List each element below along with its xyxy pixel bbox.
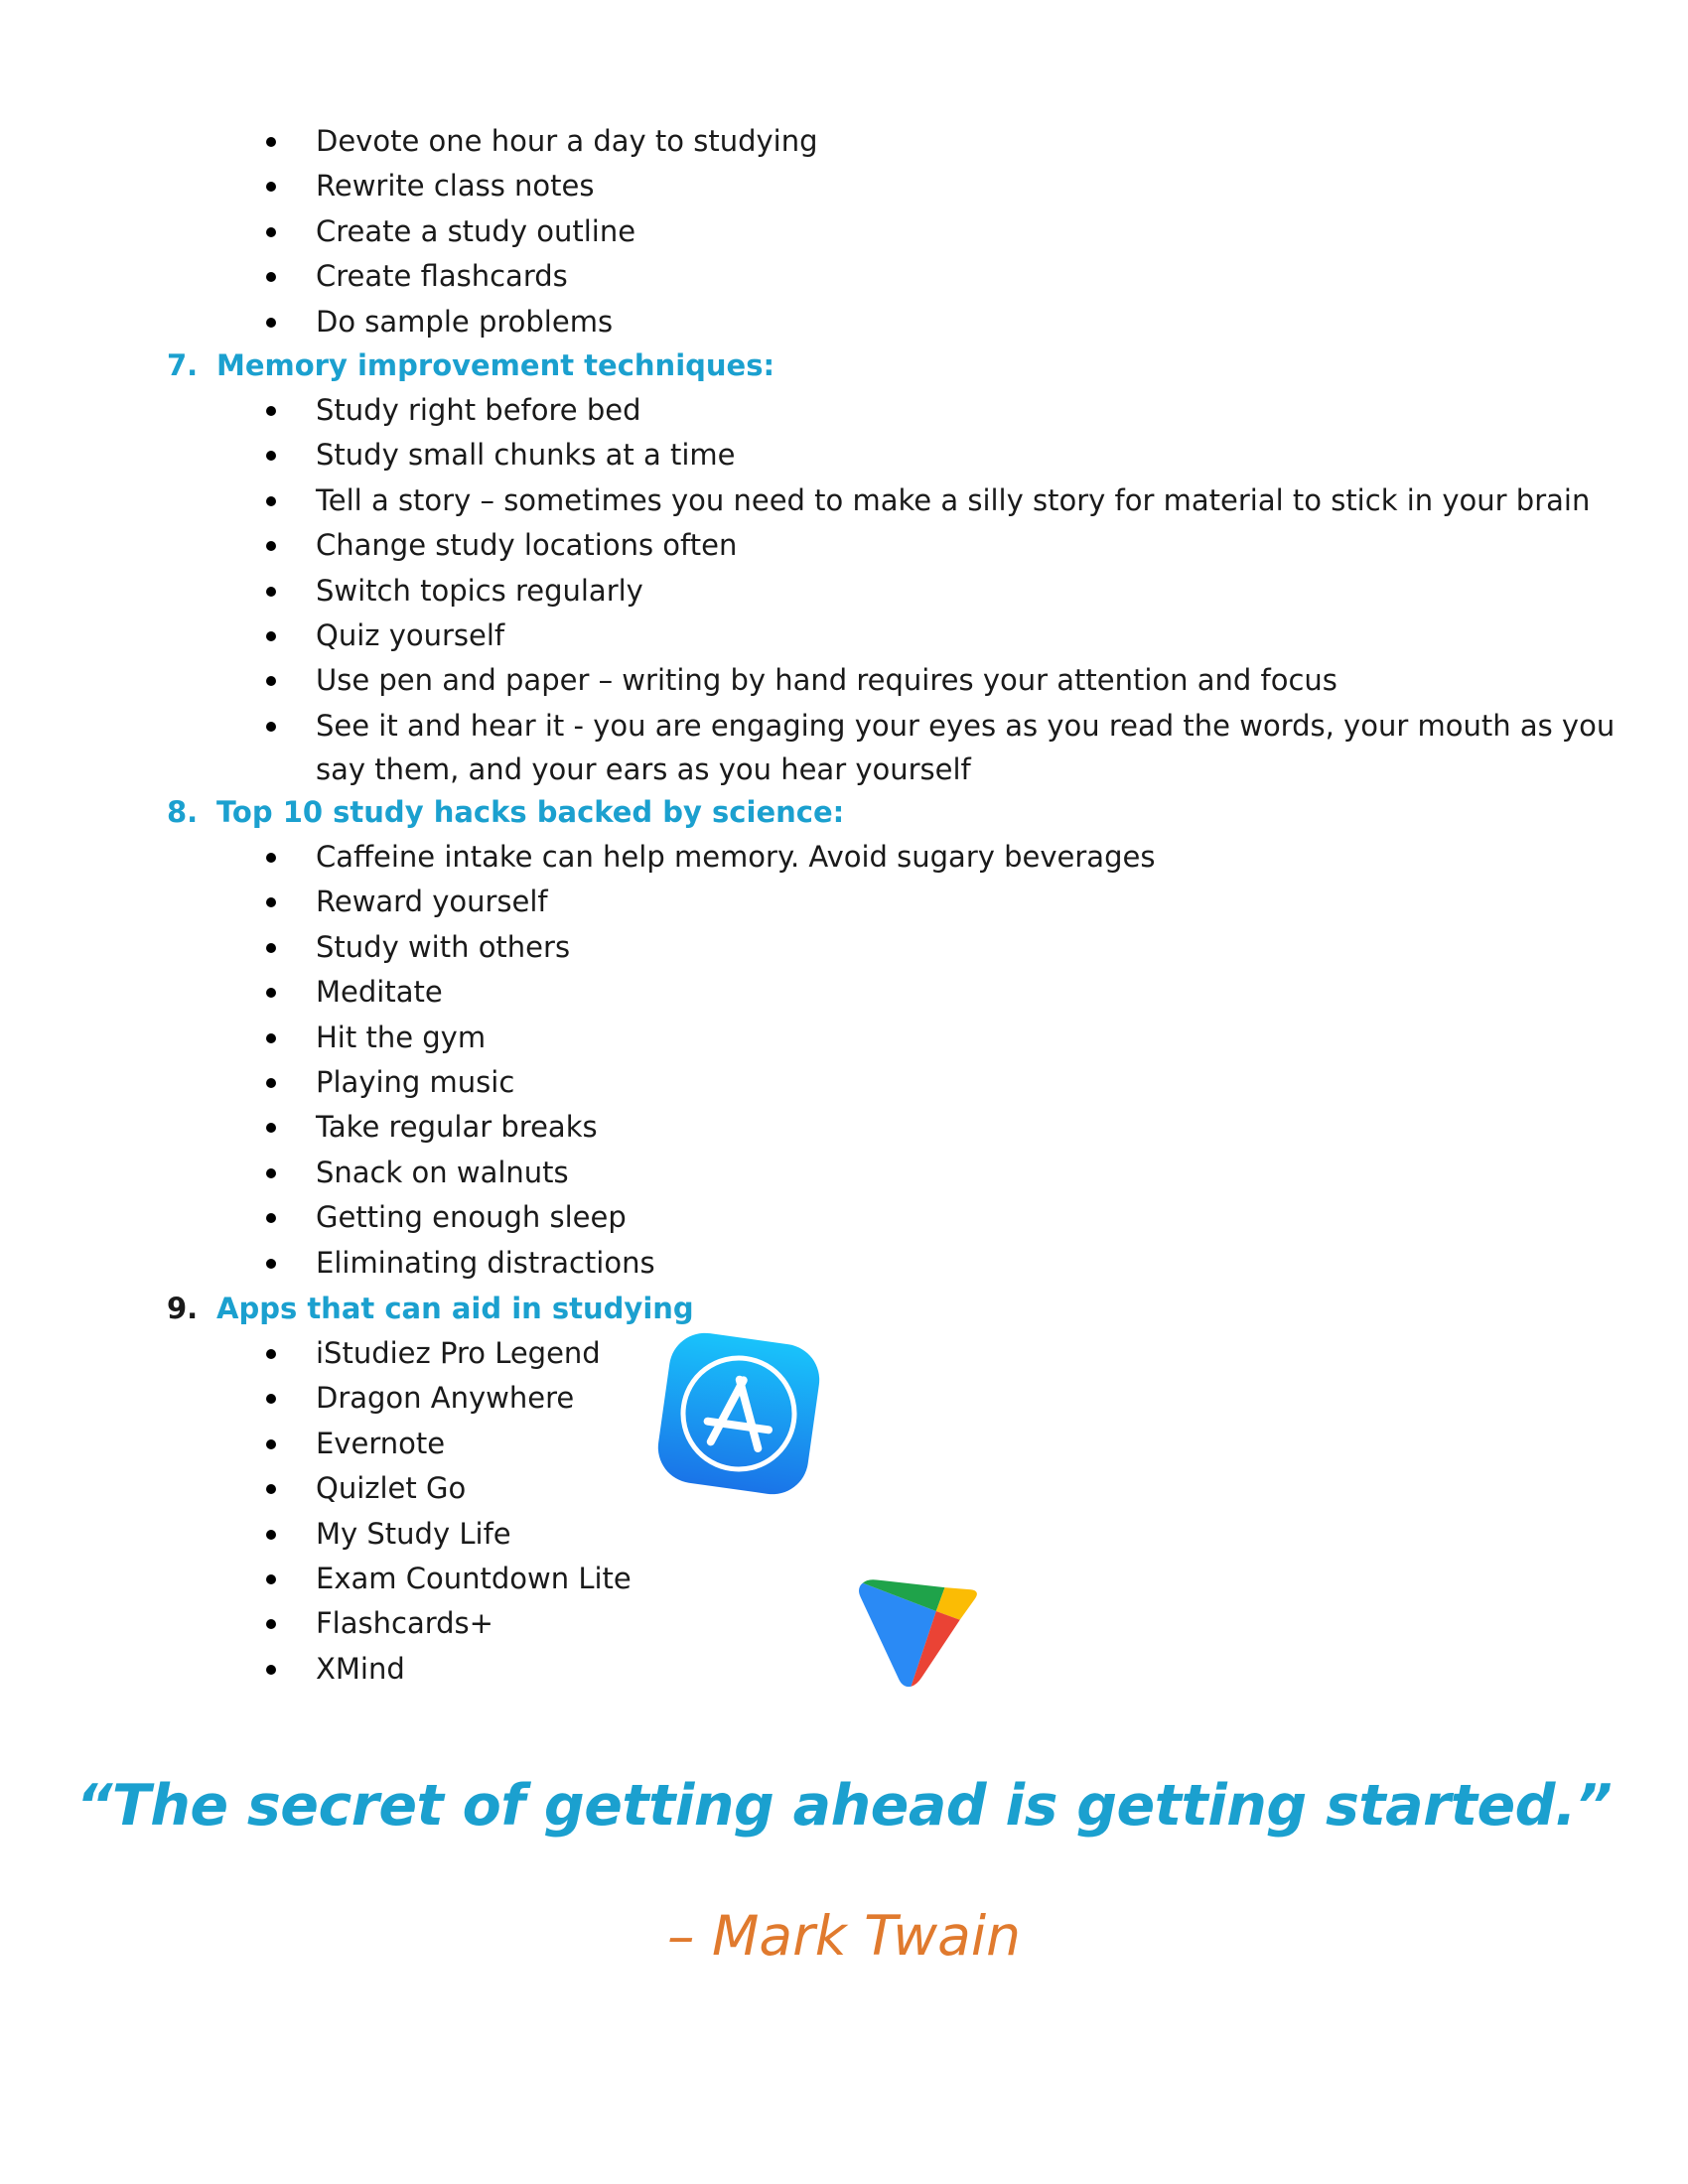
bullet-icon (266, 182, 276, 192)
list-item: Change study locations often (266, 523, 1607, 568)
list-item: Exam Countdown Lite (266, 1557, 1607, 1601)
list-item: Study with others (266, 925, 1607, 970)
list-item: Reward yourself (266, 880, 1607, 924)
list-item: See it and hear it - you are engaging your eyes as you read the words, your mouth as you say them, and your ears as you hear yourself (266, 704, 1636, 791)
list-item: Tell a story – sometimes you need to make a silly story for material to stick in your brain (266, 478, 1607, 523)
intro-list (266, 119, 1607, 344)
section-title: Top 10 study hacks backed by science: (216, 795, 845, 829)
section-number: 8. (167, 795, 199, 829)
list-item: Study right before bed (266, 388, 1607, 433)
study-hacks-list (266, 835, 1607, 1286)
list-item: Quizlet Go (266, 1466, 1607, 1511)
section-title: Memory improvement techniques: (216, 348, 775, 382)
bullet-icon (266, 943, 276, 953)
list-item: Quiz yourself (266, 614, 1607, 658)
list-item: Evernote (266, 1422, 1607, 1466)
section-heading-7 (167, 343, 774, 388)
bullet-icon (266, 1619, 276, 1629)
list-item: My Study Life (266, 1512, 1607, 1557)
bullet-icon (266, 451, 276, 461)
list-item: Do sample problems (266, 300, 1607, 344)
list-item: Dragon Anywhere (266, 1376, 1607, 1421)
list-item: Create a study outline (266, 209, 1607, 254)
section-heading-8 (167, 790, 844, 835)
list-item: iStudiez Pro Legend (266, 1331, 1607, 1376)
bullet-icon (266, 1213, 276, 1223)
bullet-icon (266, 1078, 276, 1088)
list-item: Caffeine intake can help memory. Avoid sugary beverages (266, 835, 1607, 880)
list-item: Create flashcards (266, 254, 1607, 299)
bullet-icon (266, 1484, 276, 1494)
list-item: Take regular breaks (266, 1105, 1607, 1150)
list-item: Use pen and paper – writing by hand requires your attention and focus (266, 658, 1607, 703)
bullet-icon (266, 722, 276, 732)
list-item: Rewrite class notes (266, 164, 1607, 208)
section-number: 7. (167, 348, 199, 382)
bullet-icon (266, 853, 276, 863)
app-store-icon (655, 1330, 822, 1497)
bullet-icon (266, 676, 276, 686)
bullet-icon (266, 541, 276, 551)
bullet-icon (266, 631, 276, 641)
quote-author: – Mark Twain (666, 1904, 1022, 1968)
bullet-icon (266, 406, 276, 416)
bullet-icon (266, 988, 276, 998)
list-item: Getting enough sleep (266, 1195, 1607, 1240)
bullet-icon (266, 496, 276, 506)
section-number: 9. (167, 1292, 199, 1325)
list-item: Eliminating distractions (266, 1241, 1607, 1286)
bullet-icon (266, 1033, 276, 1043)
bullet-icon (266, 1665, 276, 1675)
list-item: Hit the gym (266, 1016, 1607, 1060)
section-title: Apps that can aid in studying (216, 1292, 694, 1325)
list-item: Study small chunks at a time (266, 433, 1607, 478)
list-item: Flashcards+ (266, 1601, 1607, 1646)
bullet-icon (266, 1439, 276, 1449)
list-item: Snack on walnuts (266, 1151, 1607, 1195)
quote-text: “The secret of getting ahead is getting started.” (75, 1773, 1613, 1839)
list-item: Playing music (266, 1060, 1607, 1105)
bullet-icon (266, 318, 276, 328)
google-play-icon (854, 1544, 1003, 1693)
bullet-icon (266, 1574, 276, 1584)
bullet-icon (266, 1530, 276, 1540)
bullet-icon (266, 1123, 276, 1133)
bullet-icon (266, 1168, 276, 1178)
list-item: Switch topics regularly (266, 569, 1607, 614)
list-item: Meditate (266, 970, 1607, 1015)
bullet-icon (266, 587, 276, 597)
bullet-icon (266, 227, 276, 237)
list-item: Devote one hour a day to studying (266, 119, 1607, 164)
bullet-icon (266, 1259, 276, 1269)
section-heading-9 (167, 1287, 694, 1331)
bullet-icon (266, 137, 276, 147)
list-item: XMind (266, 1647, 1607, 1692)
bullet-icon (266, 272, 276, 282)
memory-techniques-list (266, 388, 1636, 791)
bullet-icon (266, 1394, 276, 1404)
bullet-icon (266, 897, 276, 907)
bullet-icon (266, 1349, 276, 1359)
